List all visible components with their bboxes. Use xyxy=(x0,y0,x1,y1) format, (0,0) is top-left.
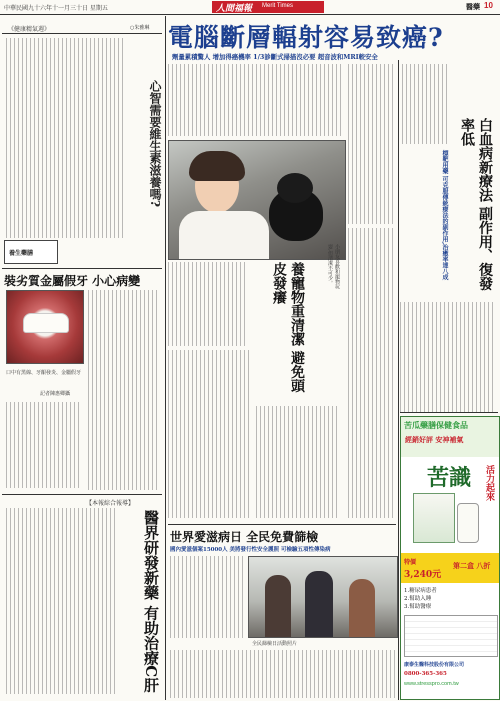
kitten-head xyxy=(277,173,313,203)
ad-price-band xyxy=(401,553,499,583)
leukemia-body-text xyxy=(402,64,450,144)
liver-body-text xyxy=(6,508,116,694)
dental-body-text xyxy=(88,290,160,490)
left-vertical-title: 心智需要維生素滋養嗎? xyxy=(148,80,162,208)
dental-body-text-2 xyxy=(6,402,82,488)
teeth-shape xyxy=(23,313,69,333)
liver-source: 【本報綜合報導】 xyxy=(86,500,135,507)
dental-photo xyxy=(6,290,84,364)
main-subhead: 劑量累積驚人 增加得癌機率 1/3診斷式掃描沒必要 超音波和MRI較安全 xyxy=(172,53,378,61)
person-3 xyxy=(349,579,375,637)
ad-feature-item: 2.幫助入睡 xyxy=(404,596,432,602)
dental-caption: 口中有黑線、牙齦發炎、金屬假牙 xyxy=(6,370,82,376)
ad-contact-table xyxy=(404,615,498,657)
section-label: 《健康精氣週》 xyxy=(8,26,51,33)
pet-headline: 養寵物重清潔 避免頭皮發癢 xyxy=(271,262,305,393)
ad-product-name: 苦識 xyxy=(427,465,472,491)
left-top-rule xyxy=(2,33,162,34)
pet-body-text-3 xyxy=(256,406,340,518)
ad-price-label: 特價 xyxy=(404,559,417,566)
ad-features xyxy=(404,587,496,611)
dental-headline: 裝劣質金屬假牙 小心病變 xyxy=(4,274,141,288)
issue-date: 中華民國九十六年十一月三十日 星期五 xyxy=(4,5,108,12)
ad-product-bottle xyxy=(457,503,479,543)
ad-price: 3,240元 xyxy=(404,570,442,580)
ad-promo: 第二盒 八折 xyxy=(453,561,491,570)
ad-banner-text: 苦瓜藥膳保健食品 xyxy=(404,420,468,430)
leukemia-subhead: 標靶用藥 可克服傳統療法的副作用,治癒率達八成 xyxy=(441,150,448,281)
aids-body-text xyxy=(170,556,244,638)
aids-caption: 全民篩檢日活動照片 xyxy=(252,641,298,647)
recipe-box xyxy=(4,240,58,264)
dental-credit: 記者陳惠卿攝 xyxy=(40,391,71,397)
ad-company: 康泰生醫科技股份有限公司 xyxy=(404,662,465,668)
recipe-box-label: 養生藥膳 xyxy=(9,250,34,257)
ad-url: www.stresspro.com.tw xyxy=(404,681,459,687)
brand-name-en: Merit Times xyxy=(262,3,294,9)
advertisement xyxy=(400,416,500,700)
ad-feature-item: 3.幫助醫療 xyxy=(404,604,432,610)
main-headline: 電腦斷層輻射容易致癌? xyxy=(168,23,444,52)
leukemia-headline: 白血病新療法 副作用、復發率低 xyxy=(459,118,493,291)
pet-caption: 小朋友喜歡和寵物玩耍,但清潔不可少。 xyxy=(327,244,340,289)
section-name: 醫藥 xyxy=(466,2,480,11)
liver-headline: 醫界研發新藥 有助治療C肝 xyxy=(142,510,160,693)
person-1 xyxy=(265,575,291,637)
ad-product-box xyxy=(413,493,455,543)
main-body-text-right xyxy=(348,64,396,224)
page-number: 10 xyxy=(484,1,493,10)
pet-body-text-2 xyxy=(168,350,252,518)
right-column-rule xyxy=(400,412,498,413)
liver-top-rule xyxy=(2,494,162,495)
aids-headline: 世界愛滋病日 全民免費篩檢 xyxy=(170,530,319,544)
byline: ○朱雅琳 xyxy=(130,25,150,31)
pet-photo xyxy=(168,140,346,260)
child-shirt xyxy=(179,211,269,260)
leukemia-body-text-2 xyxy=(348,228,396,518)
column-separator xyxy=(165,16,166,700)
person-2 xyxy=(305,571,333,637)
dental-top-rule xyxy=(2,268,162,269)
column-separator xyxy=(398,60,399,700)
aids-subhead: 國內愛滋個案15000人 美將發行性安全護照 可檢驗五項性傳染病 xyxy=(170,547,331,553)
ad-feature-item: 1.糖尿病患者 xyxy=(404,588,437,594)
aids-body-text-2 xyxy=(170,650,396,698)
ad-slogan: 經銷好評 安神補氣 xyxy=(405,435,464,444)
brand-name: 人間福報 xyxy=(216,4,253,14)
pet-body-text xyxy=(168,262,248,346)
ad-tagline: 活力起來 xyxy=(484,465,494,501)
main-body-text-top xyxy=(168,64,344,136)
child-hair xyxy=(189,151,245,181)
aids-photo xyxy=(248,556,398,638)
aids-top-rule xyxy=(168,524,396,525)
header-bar xyxy=(0,0,500,15)
ad-phone: 0800-365-365 xyxy=(404,671,447,677)
left-body-text xyxy=(6,38,124,238)
ad-top-banner xyxy=(401,417,499,457)
leukemia-body-text-3 xyxy=(400,302,494,412)
left-article xyxy=(2,18,162,260)
